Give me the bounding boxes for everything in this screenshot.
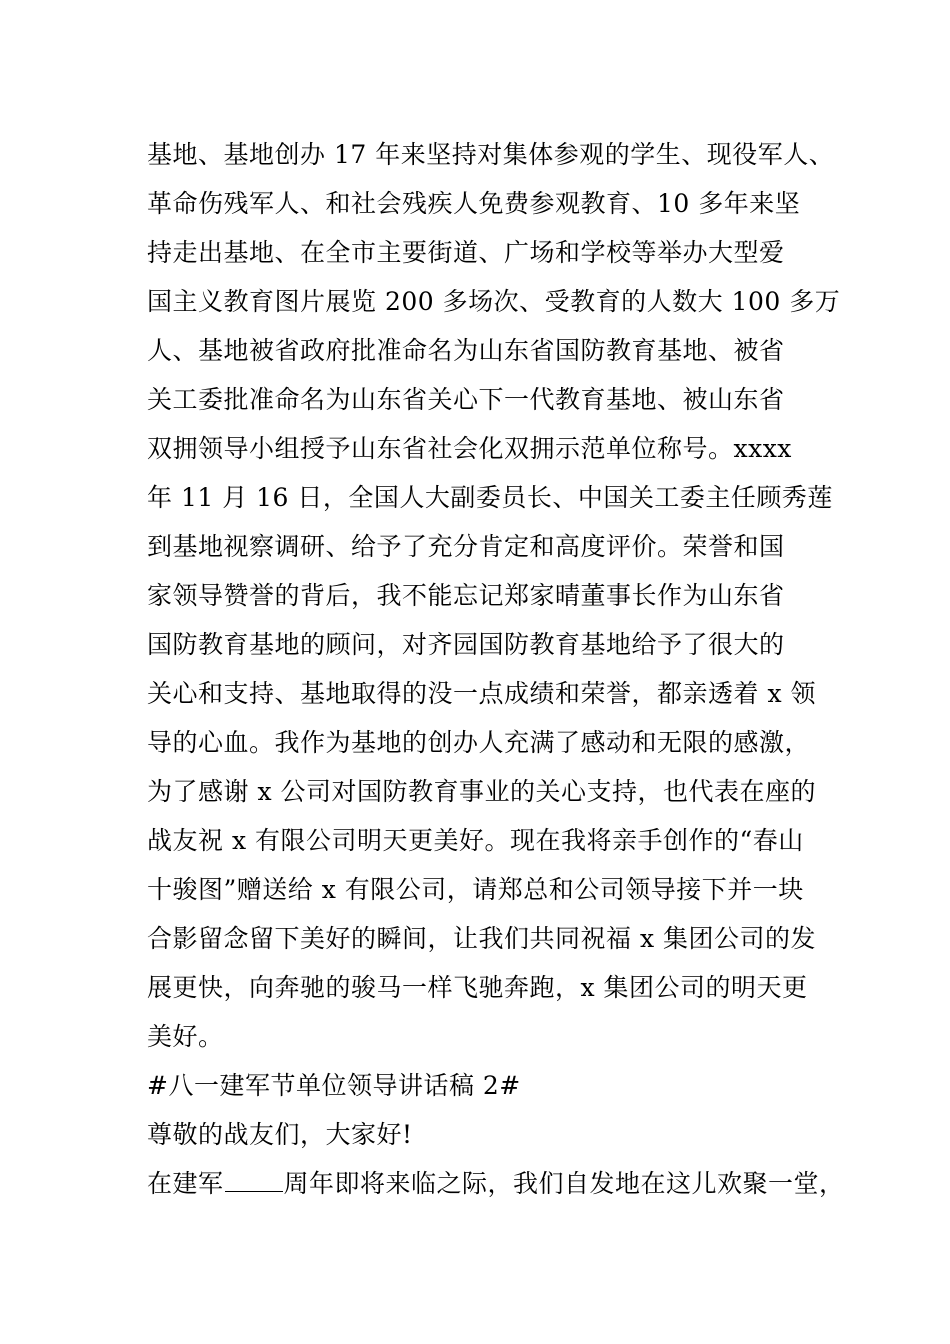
paragraph-line: 革命伤残军人、和社会残疾人免费参观教育、10 多年来坚 — [147, 189, 801, 218]
paragraph-line: 十骏图”赠送给 x 有限公司，请郑总和公司领导接下并一块 — [147, 875, 804, 904]
text-before-blank: 在建军 — [147, 1169, 224, 1198]
fill-in-blank — [225, 1161, 283, 1192]
paragraph-line: 双拥领导小组授予山东省社会化双拥示范单位称号。xxxx — [147, 434, 792, 463]
paragraph-line — [147, 1159, 847, 1208]
paragraph-line: 合影留念留下美好的瞬间，让我们共同祝福 x 集团公司的发 — [147, 924, 816, 953]
paragraph-line: 到基地视察调研、给予了充分肯定和高度评价。荣誉和国 — [147, 532, 785, 561]
paragraph-line: 国防教育基地的顾问，对齐园国防教育基地给予了很大的 — [147, 630, 785, 659]
paragraph-line: 关心和支持、基地取得的没一点成绩和荣誉，都亲透着 x 领 — [147, 679, 816, 708]
paragraph-line: 关工委批准命名为山东省关心下一代教育基地、被山东省 — [147, 385, 785, 414]
section-heading: #八一建军节单位领导讲话稿 2# — [147, 1071, 521, 1100]
paragraph-line: 国主义教育图片展览 200 多场次、受教育的人数大 100 多万 — [147, 287, 841, 316]
paragraph-line: 家领导赞誉的背后，我不能忘记郑家晴董事长作为山东省 — [147, 581, 785, 610]
paragraph-line: 战友祝 x 有限公司明天更美好。现在我将亲手创作的“春山 — [147, 826, 804, 855]
text-after-blank: 周年即将来临之际，我们自发地在这儿欢聚一堂， — [283, 1169, 845, 1198]
greeting-line: 尊敬的战友们，大家好! — [147, 1120, 413, 1149]
paragraph-line: 年 11 月 16 日，全国人大副委员长、中国关工委主任顾秀莲 — [147, 483, 833, 512]
document-body — [147, 130, 847, 1208]
paragraph-line: 人、基地被省政府批准命名为山东省国防教育基地、被省 — [147, 336, 785, 365]
paragraph-line: 为了感谢 x 公司对国防教育事业的关心支持，也代表在座的 — [147, 777, 816, 806]
paragraph-line: 美好。 — [147, 1022, 224, 1051]
paragraph-line: 导的心血。我作为基地的创办人充满了感动和无限的感激， — [147, 728, 811, 757]
paragraph-line: 持走出基地、在全市主要街道、广场和学校等举办大型爱 — [147, 238, 785, 267]
paragraph-line: 基地、基地创办 17 年来坚持对集体参观的学生、现役军人、 — [147, 140, 835, 169]
paragraph-line: 展更快，向奔驰的骏马一样飞驰奔跑，x 集团公司的明天更 — [147, 973, 808, 1002]
